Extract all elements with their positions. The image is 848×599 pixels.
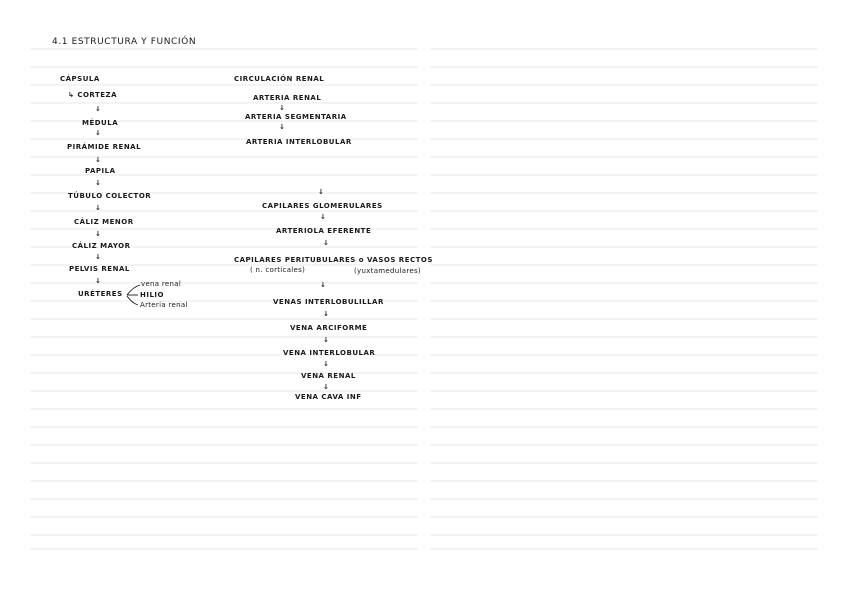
down-arrow-icon: ↓: [95, 105, 101, 113]
page-title: 4.1 ESTRUCTURA Y FUNCIÓN: [52, 37, 197, 47]
hook-arrow-icon: ↳: [68, 91, 75, 99]
down-arrow-icon: ↓: [95, 230, 101, 238]
down-arrow-icon: ↓: [95, 156, 101, 164]
step-vena-arciforme: VENA ARCIFORME: [290, 324, 368, 332]
item-corteza: ↳ CORTEZA: [68, 91, 118, 99]
branch-hilio: HILIO: [140, 291, 164, 299]
down-arrow-icon: ↓: [318, 188, 324, 196]
step-vena-renal: VENA RENAL: [301, 372, 356, 380]
down-arrow-icon: ↓: [323, 360, 329, 368]
note-corticales: ( n. corticales): [250, 266, 306, 274]
down-arrow-icon: ↓: [323, 336, 329, 344]
item-medula: MÉDULA: [82, 119, 119, 127]
down-arrow-icon: ↓: [95, 179, 101, 187]
down-arrow-icon: ↓: [95, 277, 101, 285]
item-papila: PAPILA: [85, 167, 116, 175]
step-arteria-interlobular: ARTERIA INTERLOBULAR: [246, 138, 352, 146]
item-caliz-mayor: CÁLIZ MAYOR: [72, 242, 131, 250]
note-yuxtamedulares: (yuxtamedulares): [354, 267, 421, 275]
down-arrow-icon: ↓: [95, 129, 101, 137]
down-arrow-icon: ↓: [323, 383, 329, 391]
item-ureteres: URÉTERES: [78, 290, 123, 298]
step-vena-cava-inf: VENA CAVA INF: [295, 393, 362, 401]
step-arteria-renal: ARTERIA RENAL: [253, 94, 322, 102]
item-tubulo-colector: TÚBULO COLECTOR: [68, 192, 152, 200]
item-capsula: CÁPSULA: [60, 75, 100, 83]
item-caliz-menor: CÁLIZ MENOR: [74, 218, 134, 226]
step-capilares-peritubulares: CAPILARES PERITUBULARES o VASOS RECTOS: [234, 256, 433, 264]
down-arrow-icon: ↓: [95, 253, 101, 261]
circulation-heading: CIRCULACIÓN RENAL: [234, 75, 325, 83]
down-arrow-icon: ↓: [279, 104, 285, 112]
down-arrow-icon: ↓: [323, 310, 329, 318]
step-vena-interlobular: VENA INTERLOBULAR: [283, 349, 376, 357]
step-venas-interlobulillar: VENAS INTERLOBULILLAR: [273, 298, 384, 306]
item-pelvis-renal: PELVIS RENAL: [69, 265, 130, 273]
item-piramide-renal: PIRÁMIDE RENAL: [67, 143, 142, 151]
down-arrow-icon: ↓: [320, 281, 326, 289]
step-arteriola-eferente: ARTERIOLA EFERENTE: [276, 227, 372, 235]
step-capilares-glomerulares: CAPILARES GLOMERULARES: [262, 202, 383, 210]
down-arrow-icon: ↓: [95, 204, 101, 212]
step-arteria-segmentaria: ARTERIA SEGMENTARIA: [245, 113, 347, 121]
down-arrow-icon: ↓: [320, 213, 326, 221]
down-arrow-icon: ↓: [323, 239, 329, 247]
branch-vena-renal: vena renal: [141, 280, 182, 288]
down-arrow-icon: ↓: [279, 123, 285, 131]
branch-arteria-renal: Arteria renal: [140, 301, 188, 309]
